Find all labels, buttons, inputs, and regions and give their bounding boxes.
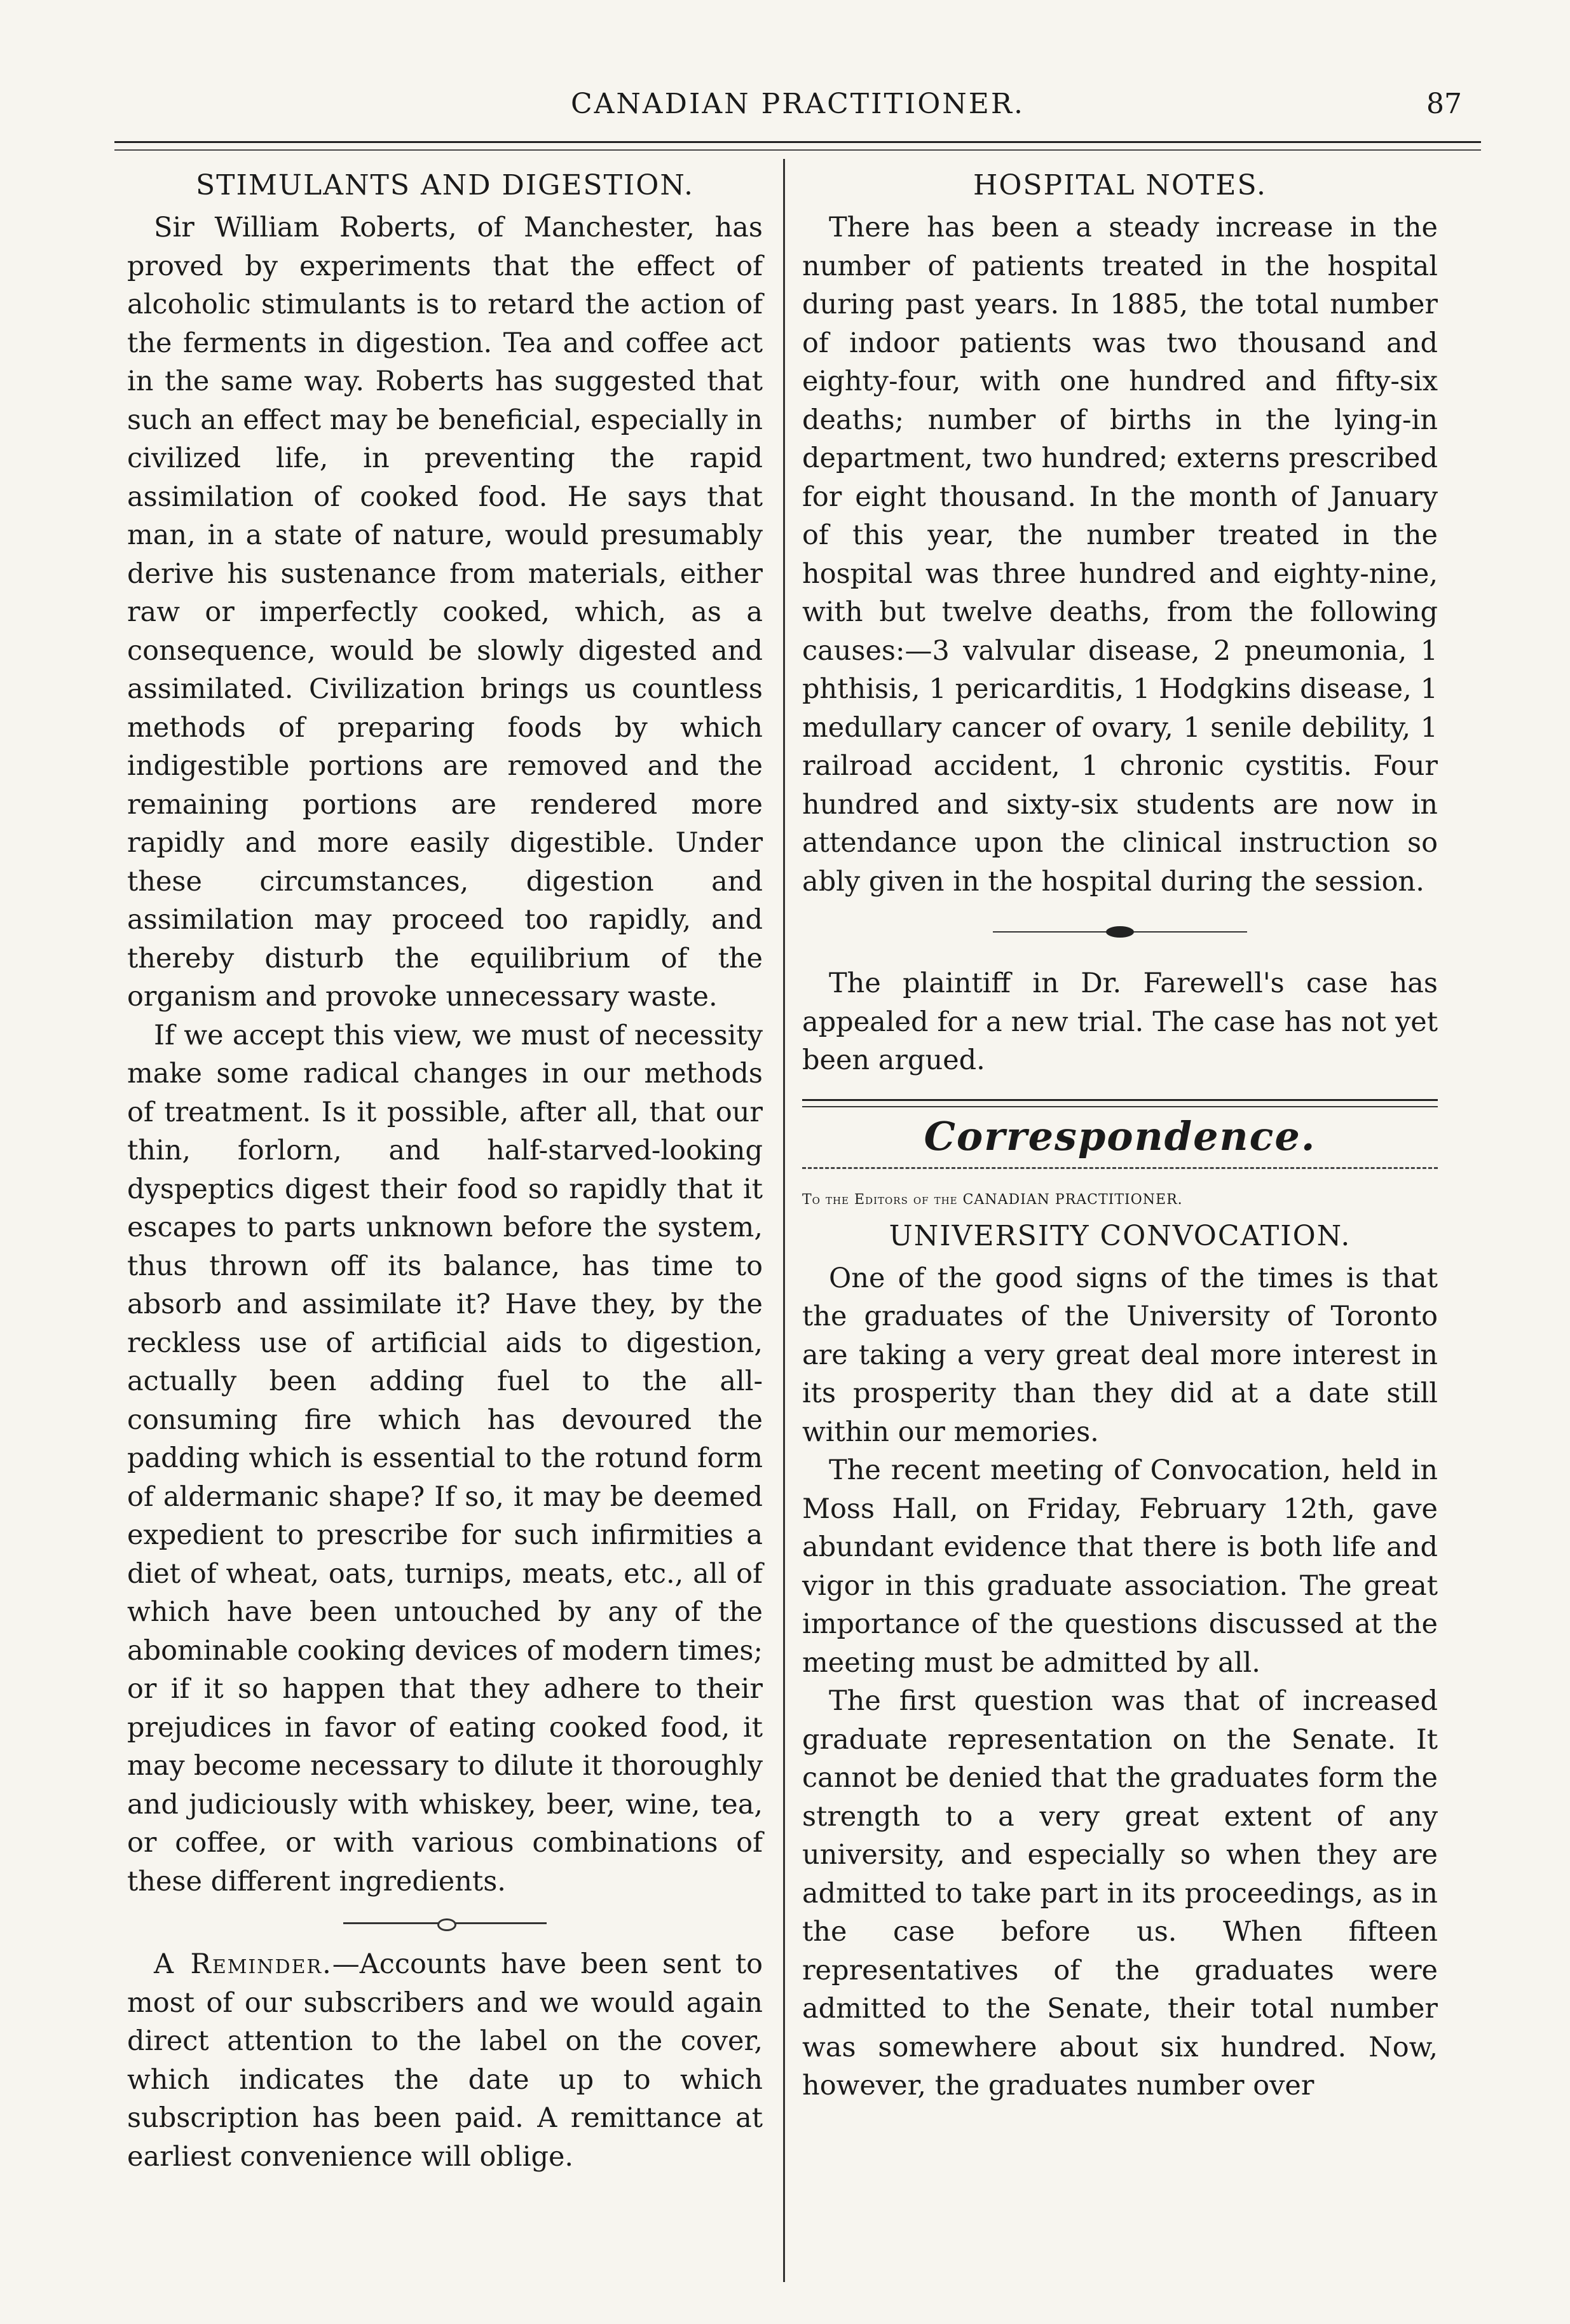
editors-address-line: To the Editors of the CANADIAN PRACTITIONER. — [802, 1191, 1183, 1208]
article-paragraph: One of the good signs of the times is that the graduates of the University of Toronto are taking a very great deal more interest in its prosperity than they did at a date still within our memories. — [802, 1262, 1438, 1448]
article-paragraph: Sir William Roberts, of Manchester, has proved by experiments that the effect of alcoholic stimulants is to retard the action of the ferments in digestion. Tea and coffee act in the same way. Roberts has suggested that such an effect may be beneficial, especially in civilized life, in preventing the rapid assimilation of cooked food. He says that man, in a state of nature, would presumably derive his sustenance from materials, either raw or imperfectly cooked, which, as a consequence, would be slowly digested and assimilated. Civilization brings us countless methods of preparing foods by which indigestible portions are removed and the remaining portions are rendered more rapidly and more easily digestible. Under these circumstances, digestion and assimilation may proceed too rapidly, and thereby disturb the equilibrium of the organism and provoke unnecessary waste. — [127, 212, 763, 1013]
article-heading-stimulants: STIMULANTS AND DIGESTION. — [195, 169, 695, 202]
article-paragraph: The first question was that of increased graduate representation on the Senate. It cannot be denied that the graduates form the strength to a very great extent of any university, and especially so when they are admitted to take part in its proceedings, as in the case before us. When fifteen representatives of the graduates were admitted to the Senate, their total number was somewhere about six hundred. Now, however, the graduates number over — [802, 1685, 1438, 2102]
article-heading-hospital-notes: HOSPITAL NOTES. — [973, 169, 1267, 202]
article-heading-convocation: UNIVERSITY CONVOCATION. — [889, 1219, 1351, 1252]
correspondence-title: Correspondence. — [924, 1112, 1316, 1159]
ornament-separator — [802, 901, 1438, 964]
separator-diamond-icon — [1106, 926, 1134, 938]
article-paragraph: The recent meeting of Convocation, held in Moss Hall, on Friday, February 12th, gave abundant evidence that there is both life and vigor in this graduate association. The great importance of the questions discussed at the meeting must be admitted by all. — [802, 1454, 1438, 1679]
column-divider — [783, 159, 785, 2282]
article-paragraph: There has been a steady increase in the number of patients treated in the hospital during past years. In 1885, the total number of indoor patients was two thousand and eighty-four, with one hundred and fifty-six deaths; number of births in the lying-in department, two hundred; externs prescribed for eight thousand. In the month of January of this year, the number treated in the hospital was three hundred and eighty-nine, with but twelve deaths, from the following causes:—3 valvular disease, 2 pneumonia, 1 phthisis, 1 pericarditis, 1 Hodgkins disease, 1 medullary cancer of ovary, 1 senile debility, 1 railroad accident, 1 chronic cystitis. Four hundred and sixty-six students are now in attendance upon the clinical instruction so ably given in the hospital during the session. — [802, 212, 1438, 898]
farewell-note: The plaintiff in Dr. Farewell's case has appealed for a new trial. The case has not yet been argued. — [802, 967, 1438, 1076]
section-dashed-rule — [802, 1167, 1438, 1169]
left-column — [127, 167, 763, 2176]
article-paragraph: If we accept this view, we must of necessity make some radical changes in our methods of treatment. Is it possible, after all, that our thin, forlorn, and half-starved-looking dyspeptics digest their food so rapidly that it escapes to parts unknown before the system, thus thrown off its balance, has time to absorb and assimilate it? Have they, by the reckless use of artificial aids to digestion, actually been adding fuel to the all-consuming fire which has devoured the padding which is essential to the rotund form of aldermanic shape? If so, it may be deemed expedient to prescribe for such infirmities a diet of wheat, oats, turnips, meats, etc., all of which have been untouched by any of the abominable cooking devices of modern times; or if it so happen that they adhere to their prejudices in favor of eating cooked food, it may become necessary to dilute it thoroughly and judiciously with whiskey, beer, wine, tea, or coffee, or with various combinations of these different ingredients. — [127, 1019, 763, 1897]
journal-title: CANADIAN PRACTITIONER. — [570, 88, 1025, 120]
reminder-text: —Accounts have been sent to most of our subscribers and we would again direct attention to the label on the cover, which indicates the date up to which subscription has been paid. A remittance at earliest convenience will oblige. — [127, 1948, 763, 2173]
separator-dot-icon — [437, 1918, 456, 1931]
right-column — [802, 167, 1438, 2105]
reminder-label: A Reminder. — [154, 1948, 332, 1980]
page-header — [114, 88, 1481, 139]
header-rule — [114, 141, 1481, 151]
reminder-paragraph — [127, 1945, 763, 2176]
page-number: 87 — [1426, 88, 1462, 120]
ornament-separator — [127, 1901, 763, 1945]
section-rule — [802, 1099, 1438, 1107]
correspondence-section — [802, 1099, 1438, 2105]
